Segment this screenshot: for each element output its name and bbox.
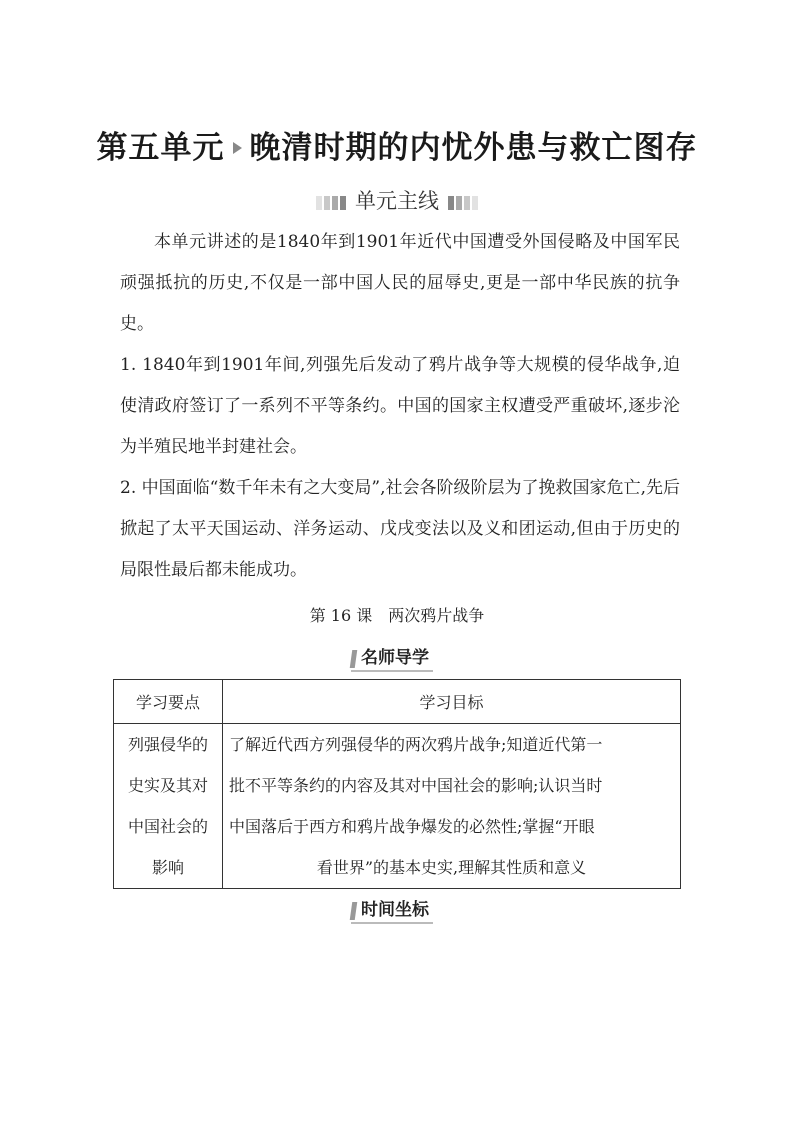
section-guide-heading (351, 646, 433, 672)
text-line: 了解近代西方列强侵华的两次鸦片战争;知道近代第一 (229, 735, 603, 754)
lesson-number: 第 16 课 (309, 606, 373, 625)
text-line: 列强侵华的 (127, 735, 208, 754)
intro-text (120, 222, 680, 591)
text-line: 民族的抗争史。 (120, 273, 681, 334)
table-header-row (114, 680, 681, 724)
text-line: 军民顽强抵抗的历史,不仅是一部中国人民的屈辱史,更是一部中华 (120, 232, 681, 293)
table-header-cell: 学习要点 (114, 680, 223, 724)
decorative-bars-right-icon (447, 190, 479, 214)
text-line: 2. 中国面临“数千年未有之大变局”,社会各阶级阶层为了挽救国家 (120, 478, 607, 498)
text-line: 危亡,先后掀起了太平天国运动、洋务运动、戊戌变法以及义和团运 (120, 478, 680, 539)
text-line: 史实及其对 (127, 776, 208, 795)
key-points-cell (114, 724, 223, 889)
flag-icon (350, 902, 358, 920)
learning-goals-table (113, 679, 681, 889)
lesson-name: 两次鸦片战争 (388, 606, 485, 625)
section-timeline-heading (351, 898, 433, 924)
banner-label: 单元主线 (355, 189, 439, 213)
unit-name: 晚清时期的内忧外患与救亡图存 (249, 130, 698, 166)
text-line: 看世界”的基本史实,理解其性质和意义 (316, 858, 587, 877)
text-line: 影响 (151, 858, 184, 877)
text-line: 1. 1840年到1901年间,列强先后发动了鸦片战争等大规模的侵华战 (120, 355, 640, 375)
text-line: 本单元讲述的是1840年到1901年近代中国遭受外国侵略及中国 (154, 232, 646, 252)
text-line: 中国落后于西方和鸦片战争爆发的必然性;掌握“开眼 (229, 817, 595, 836)
intro-paragraph-3 (120, 468, 680, 591)
unit-title (0, 122, 794, 167)
table-header-cell: 学习目标 (223, 680, 681, 724)
section-guide-title: 名师导学 (361, 648, 429, 668)
text-line: 争,迫使清政府签订了一系列不平等条约。中国的国家主权遭受严重 (120, 355, 680, 416)
unit-mainline-banner (0, 185, 794, 215)
goals-cell (223, 724, 681, 889)
section-timeline-title: 时间坐标 (361, 900, 429, 920)
decorative-bars-left-icon (315, 190, 347, 214)
text-line: 批不平等条约的内容及其对中国社会的影响;认识当时 (229, 776, 603, 795)
lesson-title (0, 603, 794, 626)
intro-paragraph-2 (120, 345, 680, 468)
text-line: 中国社会的 (127, 817, 208, 836)
triangle-icon (233, 142, 242, 154)
intro-paragraph-1 (120, 222, 680, 345)
text-line: 破坏,逐步沦为半殖民地半封建社会。 (120, 396, 680, 457)
unit-number: 第五单元 (96, 130, 225, 166)
table-row (114, 724, 681, 889)
text-line: 动,但由于历史的局限性最后都未能成功。 (120, 519, 681, 580)
flag-icon (350, 650, 358, 668)
